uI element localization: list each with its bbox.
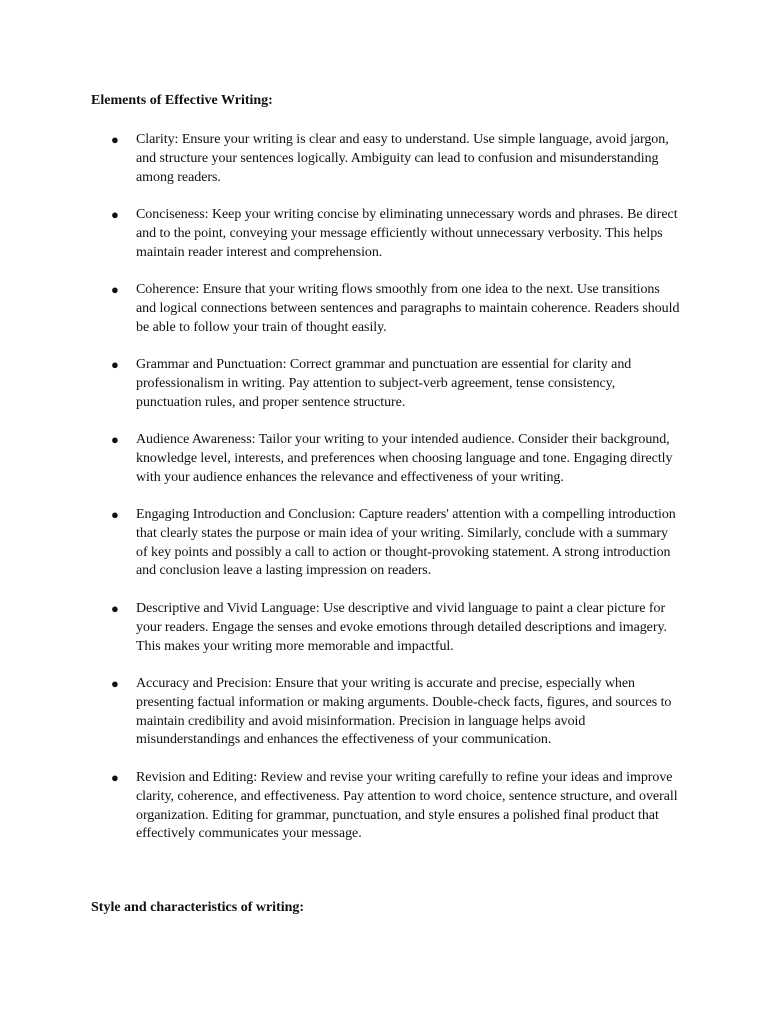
text-line: effectively communicates your message. <box>136 826 362 842</box>
bullet-icon: ● <box>111 507 119 522</box>
text-line: that clearly states the purpose or main idea of your writing. Similarly, conclude with a summary <box>136 525 668 541</box>
text-line: Engaging Introduction and Conclusion: Capture readers' attention with a compelling introduction <box>136 507 676 522</box>
text-line: your readers. Engage the senses and evoke emotions through detailed descriptions and imagery. <box>136 619 667 635</box>
text-line: maintain credibility and avoid misinformation. Precision in language helps avoid <box>136 713 586 729</box>
text-line: Audience Awareness: Tailor your writing to your intended audience. Consider their background, <box>136 432 670 447</box>
list-item-text <box>136 206 684 262</box>
bullet-icon: ● <box>111 770 119 785</box>
text-line: Coherence: Ensure that your writing flows smoothly from one idea to the next. Use transitions <box>136 282 660 297</box>
text-line: among readers. <box>136 169 221 185</box>
text-line: organization. Editing for grammar, punctuation, and style ensures a polished final product that <box>136 807 659 823</box>
list-item-text <box>136 769 684 844</box>
text-line: with your audience enhances the relevance and effectiveness of your writing. <box>136 469 564 485</box>
text-line: knowledge level, interests, and preferences when choosing language and tone. Engaging directly <box>136 450 673 466</box>
bullet-icon: ● <box>111 132 119 147</box>
text-line: presenting factual information or making arguments. Double-check facts, figures, and sources to <box>136 694 672 710</box>
text-line: of key points and possibly a call to action or thought-provoking statement. A strong introduction <box>136 544 671 560</box>
bullet-icon: ● <box>111 432 119 447</box>
text-line: professionalism in writing. Pay attention to subject-verb agreement, tense consistency, <box>136 375 616 391</box>
text-line: Accuracy and Precision: Ensure that your writing is accurate and precise, especially when <box>136 676 635 691</box>
text-line: Grammar and Punctuation: Correct grammar and punctuation are essential for clarity and <box>136 357 632 372</box>
section-heading-style: Style and characteristics of writing: <box>91 900 305 915</box>
text-line: Revision and Editing: Review and revise your writing carefully to refine your ideas and improve <box>136 770 673 785</box>
text-line: and to the point, conveying your message efficiently without unnecessary verbosity. This helps <box>136 225 663 241</box>
list-item-text <box>136 356 684 412</box>
bullet-icon: ● <box>111 357 119 372</box>
text-line: punctuation rules, and proper sentence structure. <box>136 394 406 410</box>
text-line: This makes your writing more memorable and impactful. <box>136 638 454 654</box>
list-item-text <box>136 281 684 337</box>
text-line: be able to follow your train of thought easily. <box>136 319 387 335</box>
text-line: misunderstandings and enhances the effectiveness of your communication. <box>136 732 552 748</box>
bullet-icon: ● <box>111 601 119 616</box>
bullet-icon: ● <box>111 282 119 297</box>
list-item-text <box>136 600 684 656</box>
text-line: and logical connections between sentences and paragraphs to maintain coherence. Readers should <box>136 300 680 316</box>
text-line: and structure your sentences logically. Ambiguity can lead to confusion and misunderstanding <box>136 150 659 166</box>
text-line: clarity, coherence, and effectiveness. Pay attention to word choice, sentence structure, and overall <box>136 788 678 804</box>
section-heading-elements: Elements of Effective Writing: <box>91 93 273 108</box>
text-line: and conclusion leave a lasting impression on readers. <box>136 563 432 579</box>
list-item-text <box>136 506 684 581</box>
text-line: Clarity: Ensure your writing is clear and easy to understand. Use simple language, avoid jargon, <box>136 132 669 147</box>
list-item-text <box>136 675 684 750</box>
text-line: Conciseness: Keep your writing concise by eliminating unnecessary words and phrases. Be direct <box>136 207 678 222</box>
list-item-text <box>136 431 684 487</box>
text-line: Descriptive and Vivid Language: Use descriptive and vivid language to paint a clear picture for <box>136 601 666 616</box>
bullet-icon: ● <box>111 676 119 691</box>
list-item-text <box>136 131 684 187</box>
bullet-icon: ● <box>111 207 119 222</box>
text-line: maintain reader interest and comprehension. <box>136 244 383 260</box>
